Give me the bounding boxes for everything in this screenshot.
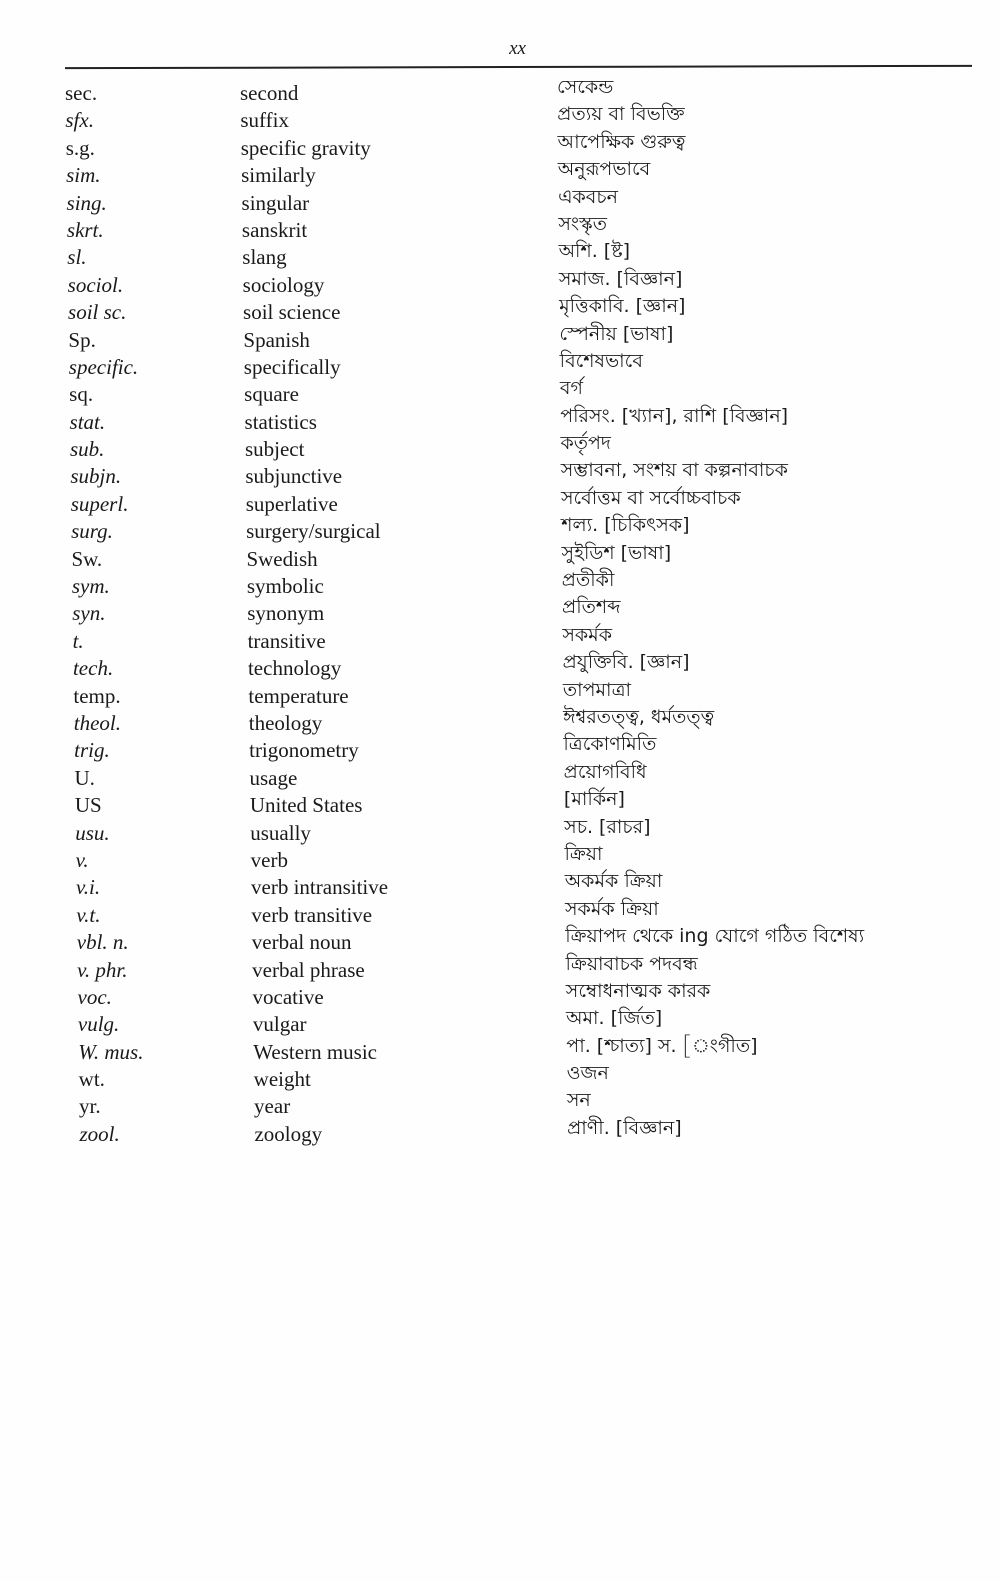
list-item	[0, 1034, 1000, 1066]
list-item	[0, 1062, 1000, 1093]
abbreviation: v.t.	[76, 902, 101, 927]
abbreviation: s.g.	[65, 135, 95, 160]
meaning-english: verbal noun	[251, 930, 352, 955]
meaning-bengali: অকর্মক ক্রিয়া	[564, 870, 663, 893]
meaning-bengali: শল্য. [চিকিৎসক]	[561, 514, 690, 537]
abbreviation: sociol.	[67, 272, 124, 297]
abbreviation: yr.	[79, 1094, 101, 1119]
meaning-bengali: সর্বোত্তম বা সর্বোচ্চবাচক	[560, 486, 741, 509]
abbreviation: specific.	[68, 354, 139, 379]
list-item	[0, 432, 1000, 463]
list-item	[0, 870, 1000, 901]
abbreviation: sl.	[67, 245, 87, 270]
meaning-english: second	[240, 81, 299, 105]
list-item	[0, 952, 1000, 984]
list-item	[0, 842, 1000, 874]
abbreviation: stat.	[69, 409, 106, 434]
list-item	[0, 240, 1000, 271]
meaning-english: superlative	[245, 491, 338, 516]
list-item	[0, 377, 1000, 408]
abbreviation: skrt.	[66, 217, 104, 242]
page-folio: xx	[509, 38, 526, 59]
meaning-english: sociology	[242, 272, 325, 297]
list-item	[0, 651, 1000, 682]
abbreviation: voc.	[77, 984, 112, 1009]
abbreviation: sq.	[69, 382, 94, 407]
list-item	[0, 541, 1000, 573]
meaning-bengali: ক্রিয়াপদ থেকে ing যোগে গঠিত বিশেষ্য	[565, 925, 865, 948]
meaning-english: soil science	[243, 300, 341, 325]
meaning-english: square	[244, 382, 299, 407]
meaning-english: specifically	[243, 354, 341, 379]
meaning-english: usually	[250, 820, 311, 845]
abbreviation: U.	[74, 765, 95, 790]
meaning-bengali: ত্রিকোণমিতি	[563, 733, 657, 756]
meaning-english: surgery/surgical	[246, 519, 381, 544]
meaning-english: vulgar	[252, 1012, 307, 1037]
meaning-bengali: প্রযুক্তিবি. [জ্ঞান]	[562, 651, 690, 674]
meaning-bengali: সম্বোধনাত্মক কারক	[565, 979, 711, 1002]
meaning-english: verb	[250, 847, 288, 872]
meaning-english: sanskrit	[241, 217, 308, 242]
meaning-english: subjunctive	[245, 464, 343, 489]
meaning-english: verbal phrase	[252, 957, 365, 982]
meaning-bengali: অনুরূপভাবে	[557, 158, 651, 181]
abbreviation: v. phr.	[77, 957, 128, 982]
abbreviation-list	[0, 76, 1000, 1148]
meaning-english: verb transitive	[251, 902, 373, 927]
meaning-english: slang	[242, 245, 287, 270]
meaning-english: theology	[248, 710, 323, 735]
meaning-bengali: আপেক্ষিক গুরুত্ব	[557, 130, 686, 153]
list-item	[0, 925, 1000, 956]
meaning-bengali: সম্ভাবনা, সংশয় বা কল্পনাবাচক	[560, 459, 788, 482]
meaning-bengali: বিশেষভাবে	[559, 349, 643, 372]
abbreviation: sfx.	[65, 108, 94, 133]
abbreviation: v.i.	[76, 875, 101, 900]
meaning-bengali: তাপমাত্রা	[562, 678, 632, 701]
meaning-bengali: সকর্মক	[562, 623, 612, 646]
list-item	[0, 212, 1000, 244]
abbreviation: v.	[75, 847, 89, 872]
meaning-bengali: ক্রিয়া	[564, 842, 603, 865]
abbreviation: sim.	[66, 163, 101, 188]
abbreviation: tech.	[72, 656, 114, 681]
list-item	[0, 103, 1000, 134]
abbreviation: vulg.	[77, 1012, 120, 1037]
list-item	[0, 979, 1000, 1011]
list-item	[0, 815, 1000, 847]
abbreviation: sym.	[71, 574, 110, 599]
meaning-bengali: সন	[566, 1089, 591, 1112]
meaning-english: transitive	[247, 628, 326, 653]
meaning-english: Western music	[253, 1039, 377, 1064]
meaning-bengali: সমাজ. [বিজ্ঞান]	[558, 267, 683, 290]
meaning-english: Swedish	[246, 546, 318, 571]
abbreviation: theol.	[73, 710, 121, 735]
list-item	[0, 760, 1000, 792]
list-item	[0, 158, 1000, 189]
abbreviation: sub.	[69, 437, 105, 462]
meaning-bengali: একবচন	[558, 185, 618, 208]
meaning-english: vocative	[252, 984, 324, 1009]
list-item	[0, 788, 1000, 819]
list-item	[0, 569, 1000, 600]
meaning-bengali: প্রাণী. [বিজ্ঞান]	[567, 1116, 682, 1139]
abbreviation: zool.	[79, 1121, 120, 1146]
meaning-english: similarly	[241, 163, 316, 188]
meaning-bengali: ঈশ্বরতত্ত্ব, ধর্মতত্ত্ব	[563, 705, 715, 728]
meaning-english: technology	[247, 656, 342, 681]
list-item	[0, 76, 1000, 107]
meaning-bengali: ওজন	[566, 1062, 609, 1085]
meaning-english: temperature	[248, 683, 349, 708]
meaning-bengali: ক্রিয়াবাচক পদবন্ধ	[565, 952, 698, 975]
abbreviation: temp.	[73, 683, 121, 708]
list-item	[0, 295, 1000, 326]
meaning-bengali: অশি. [ষ্ট]	[558, 240, 631, 263]
abbreviation: Sw.	[71, 546, 103, 571]
meaning-bengali: সেকেন্ড	[557, 76, 614, 98]
list-item	[0, 1089, 1000, 1120]
list-item	[0, 1116, 1000, 1148]
meaning-english: zoology	[254, 1121, 323, 1146]
meaning-bengali: কর্তৃপদ	[560, 432, 611, 455]
list-item	[0, 267, 1000, 299]
meaning-bengali: সংস্কৃত	[558, 212, 608, 235]
list-item	[0, 596, 1000, 627]
meaning-english: usage	[249, 765, 298, 790]
meaning-bengali: প্রত্যয় বা বিভক্তি	[557, 103, 685, 126]
abbreviation: surg.	[71, 519, 113, 544]
abbreviation: wt.	[78, 1067, 105, 1092]
abbreviation: US	[74, 793, 102, 818]
meaning-bengali: প্রয়োগবিধি	[563, 760, 647, 783]
meaning-bengali: সুইডিশ [ভাষা]	[561, 541, 672, 564]
abbreviation: W. mus.	[78, 1039, 144, 1064]
meaning-bengali: সচ. [রাচর]	[564, 815, 651, 838]
abbreviation: superl.	[70, 491, 129, 516]
abbreviation: subjn.	[70, 464, 122, 489]
meaning-english: verb intransitive	[251, 875, 389, 900]
list-item	[0, 486, 1000, 518]
list-item	[0, 514, 1000, 545]
meaning-english: trigonometry	[249, 738, 359, 763]
abbreviation: t.	[72, 628, 84, 653]
meaning-bengali: পরিসং. [খ্যান], রাশি [বিজ্ঞান]	[560, 404, 789, 427]
list-item	[0, 459, 1000, 490]
list-item	[0, 404, 1000, 436]
meaning-english: synonym	[247, 601, 325, 626]
meaning-english: weight	[253, 1067, 311, 1092]
list-item	[0, 733, 1000, 764]
list-item	[0, 705, 1000, 737]
meaning-english: subject	[244, 437, 305, 462]
list-item	[0, 1007, 1000, 1038]
meaning-english: United States	[249, 793, 363, 818]
meaning-english: symbolic	[246, 574, 324, 599]
meaning-bengali: প্রতীকী	[561, 569, 615, 592]
meaning-bengali: স্পেনীয় [ভাষা]	[559, 322, 674, 345]
abbreviation: sec.	[65, 81, 98, 105]
abbreviation: vbl. n.	[76, 930, 129, 955]
list-item	[0, 623, 1000, 655]
abbreviation: trig.	[74, 738, 110, 763]
meaning-english: singular	[241, 190, 310, 215]
meaning-bengali: প্রতিশব্দ	[562, 596, 621, 619]
meaning-bengali: বর্গ	[559, 377, 583, 400]
meaning-bengali: সকর্মক ক্রিয়া	[564, 897, 659, 920]
meaning-english: year	[254, 1094, 291, 1119]
meaning-bengali: অমা. [র্জিত]	[566, 1007, 663, 1030]
abbreviation: sing.	[66, 190, 107, 215]
meaning-bengali: [মার্কিন]	[563, 788, 625, 811]
list-item	[0, 322, 1000, 354]
meaning-english: statistics	[244, 409, 317, 434]
meaning-bengali: মৃত্তিকাবি. [জ্ঞান]	[559, 295, 686, 318]
meaning-english: Spanish	[243, 327, 310, 352]
list-item	[0, 349, 1000, 381]
list-item	[0, 678, 1000, 710]
abbreviation: syn.	[72, 601, 106, 626]
abbreviation: usu.	[75, 820, 110, 845]
meaning-bengali: পা. [শ্চাত্য] স. [ংগীত]	[566, 1034, 758, 1057]
abbreviation: Sp.	[68, 327, 96, 352]
header-rule	[65, 65, 972, 69]
abbreviation: soil sc.	[68, 300, 127, 325]
list-item	[0, 130, 1000, 162]
meaning-english: specific gravity	[240, 135, 371, 160]
list-item	[0, 185, 1000, 217]
meaning-english: suffix	[240, 108, 289, 133]
